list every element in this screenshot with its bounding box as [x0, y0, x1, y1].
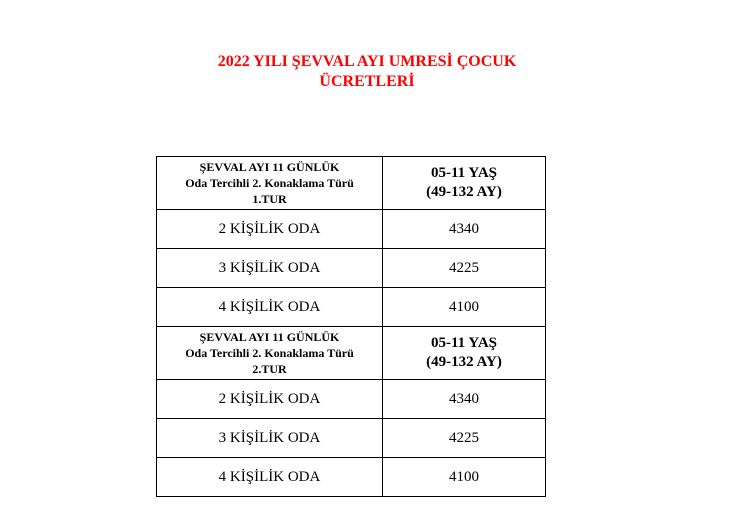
room-type-cell: 2 KİŞİLİK ODA [157, 380, 383, 419]
age-range: 05-11 YAŞ [431, 165, 497, 181]
child-price-table [156, 156, 546, 497]
age-header-cell [383, 327, 546, 380]
room-type-cell: 3 KİŞİLİK ODA [157, 419, 383, 458]
table-row [157, 380, 546, 419]
table-row [157, 419, 546, 458]
tour-header-cell [157, 327, 383, 380]
table-row [157, 288, 546, 327]
accommodation-type: Oda Tercihli 2. Konaklama Türü [185, 176, 354, 190]
table-row [157, 210, 546, 249]
page-title [150, 52, 584, 92]
age-header-cell [383, 157, 546, 210]
tour-number: 2.TUR [252, 362, 287, 376]
age-range: 05-11 YAŞ [431, 335, 497, 351]
table-row [157, 458, 546, 497]
price-cell: 4340 [383, 210, 546, 249]
price-cell: 4225 [383, 249, 546, 288]
price-cell: 4225 [383, 419, 546, 458]
room-type-cell: 4 KİŞİLİK ODA [157, 288, 383, 327]
price-cell: 4340 [383, 380, 546, 419]
room-type-cell: 4 KİŞİLİK ODA [157, 458, 383, 497]
month-range: (49-132 AY) [426, 354, 502, 370]
tour-name: ŞEVVAL AYI 11 GÜNLÜK [199, 330, 340, 344]
month-range: (49-132 AY) [426, 184, 502, 200]
section-header-row [157, 327, 546, 380]
room-type-cell: 2 KİŞİLİK ODA [157, 210, 383, 249]
price-cell: 4100 [383, 458, 546, 497]
section-header-row [157, 157, 546, 210]
accommodation-type: Oda Tercihli 2. Konaklama Türü [185, 346, 354, 360]
tour-number: 1.TUR [252, 192, 287, 206]
tour-name: ŞEVVAL AYI 11 GÜNLÜK [199, 160, 340, 174]
title-line-1: 2022 YILI ŞEVVAL AYI UMRESİ ÇOCUK [217, 53, 517, 70]
tour-header-cell [157, 157, 383, 210]
title-line-2: ÜCRETLERİ [319, 73, 415, 90]
price-cell: 4100 [383, 288, 546, 327]
room-type-cell: 3 KİŞİLİK ODA [157, 249, 383, 288]
table-row [157, 249, 546, 288]
